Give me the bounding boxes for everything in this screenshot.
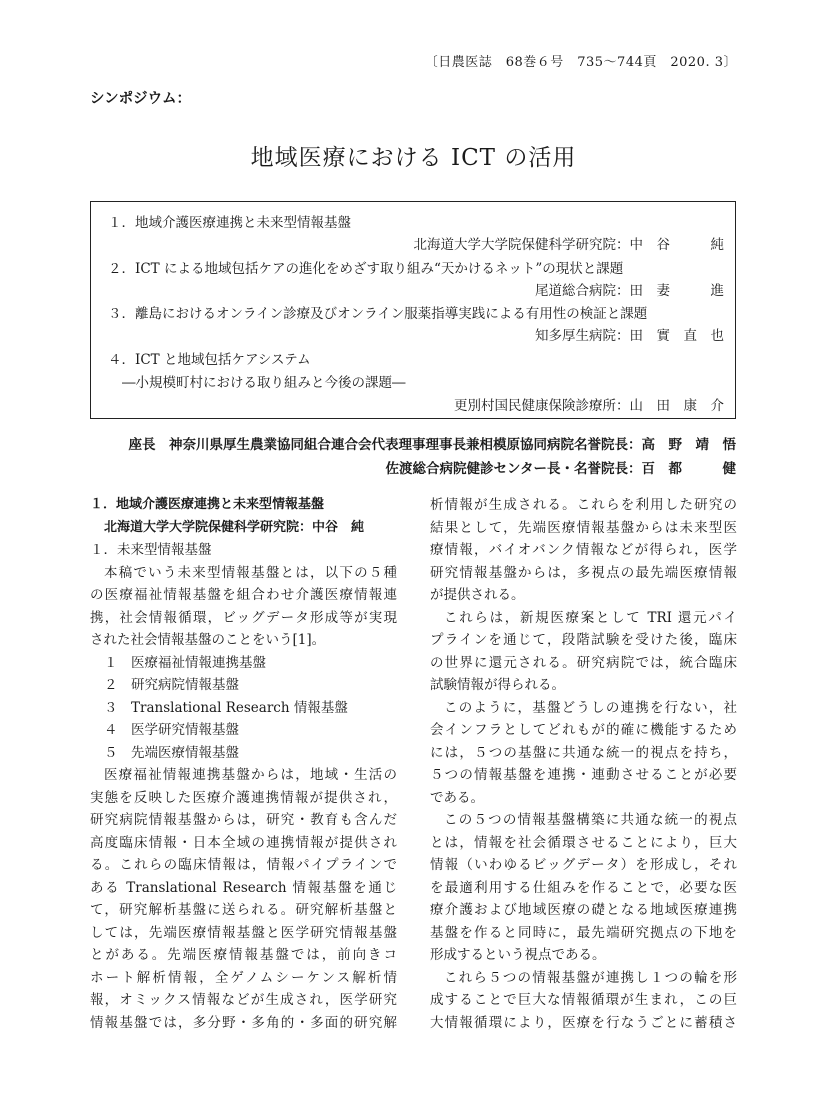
body-text-line: この５つの情報基盤構築に共通な統一的視点	[444, 812, 737, 828]
body-text-line: このように，基盤どうしの連携を行ない，社	[444, 699, 737, 716]
body-text-line: には，５つの基盤に共通な統一的視点を持ち，	[430, 744, 737, 761]
left-text-column	[90, 494, 397, 1034]
journal-citation: 〔日農医誌 68巻６号 735〜744頁 2020. 3〕	[424, 55, 737, 70]
body-text-line: 医療福祉情報連携基盤からは，地域・生活の	[104, 767, 397, 783]
presenter-affiliation: 知多厚生病院：田 實 直 也	[535, 328, 724, 344]
right-text-column	[430, 494, 737, 1034]
body-text-line: とがある。先端医療情報基盤では，前向きコ	[90, 947, 397, 963]
body-text-line: ５つの情報基盤を連携・連動させることが必要	[430, 767, 737, 783]
body-text-line: 情報基盤では，多分野・多角的・多面的研究解	[90, 1014, 397, 1031]
body-text-line: ２ 研究病院情報基盤	[104, 677, 239, 693]
body-text-line: を最適利用する仕組みを作ることで，必要な医	[430, 879, 737, 896]
body-text-line: １ 医療福祉情報連携基盤	[104, 654, 266, 671]
body-text-line: 試験情報が得られる。	[430, 677, 565, 693]
body-text-line: 大情報循環により，医療を行なうごとに蓄積さ	[430, 1014, 737, 1031]
body-text-line: 成することで巨大な情報循環が生まれ，この巨	[430, 992, 737, 1008]
presentation-title: ４．ICT と地域包括ケアシステム	[108, 352, 311, 368]
body-text-line: る。これらの臨床情報は，情報パイプラインで	[90, 857, 397, 873]
body-text-line: 基盤を作ると同時に，最先端研究拠点の下地を	[430, 924, 737, 941]
presenter-affiliation: 尾道総合病院：田 妻 進	[535, 283, 724, 299]
body-text-line: 結果として，先端医療情報基盤からは未来型医	[430, 519, 737, 536]
page-title: 地域医療における ICT の活用	[250, 145, 577, 171]
body-text-line: ４ 医学研究情報基盤	[104, 722, 239, 738]
body-text-line: 報，オミックス情報などが生成され，医学研究	[90, 992, 397, 1008]
symposium-label: シンポジウム：	[90, 91, 191, 107]
presentation-title: ３．離島におけるオンライン診療及びオンライン服薬指導実践による有用性の検証と課題	[108, 306, 648, 322]
body-text-line: された社会情報基盤のことをいう[1]。	[90, 632, 326, 648]
presentation-list-box	[90, 201, 736, 419]
presenter-affiliation: 更別村国民健康保険診療所：山 田 康 介	[454, 398, 724, 414]
body-text-line: て，研究解析基盤に送られる。研究解析基盤と	[90, 902, 397, 918]
presentation-title: ２．ICT による地域包括ケアの進化をめざす取り組み“天かけるネット”の現状と課題	[108, 261, 624, 277]
chair-line: 座長 神奈川県厚生農業協同組合連合会代表理事理事長兼相模原協同病院名誉院長：高 野 靖 悟	[128, 437, 736, 453]
body-text-line: の世界に還元される。研究病院では，統合臨床	[430, 654, 737, 671]
body-text-line: が提供される。	[430, 587, 525, 603]
body-text-line: 研究情報基盤からは，多視点の最先端医療情報	[430, 564, 737, 581]
body-text-line: 情報（いわゆるビッグデータ）を形成し，それ	[430, 857, 737, 873]
body-text-line: 形成するという視点である。	[430, 947, 606, 963]
body-text-line: 療情報，バイオバンク情報などが得られ，医学	[430, 542, 737, 558]
body-text-line: これらは，新規医療案として TRI 還元パイ	[444, 609, 737, 626]
body-text-line: １．未来型情報基盤	[90, 542, 212, 558]
body-text-line: プラインを通じて，段階試験を受けた後，臨床	[430, 632, 737, 648]
body-text-line: ５ 先端医療情報基盤	[104, 744, 239, 761]
presentation-subtitle: ―小規模町村における取り組みと今後の課題―	[122, 375, 406, 391]
body-text-line: １．地域介護医療連携と未来型情報基盤	[90, 497, 325, 512]
body-text-line: 本稿でいう未来型情報基盤とは，以下の５種	[104, 564, 397, 581]
body-text-line: 研究病院情報基盤からは，研究・教育も含んだ	[90, 812, 397, 828]
body-text-line: しては，先端医療情報基盤と医学研究情報基盤	[90, 924, 397, 941]
body-text-line: ある Translational Research 情報基盤を通じ	[90, 879, 397, 896]
presenter-affiliation: 北海道大学大学院保健科学研究院：中 谷 純	[413, 237, 724, 253]
body-text-line: 実態を反映した医療介護連携情報が提供され，	[90, 789, 397, 806]
body-text-line: 療介護および地域医療の礎となる地域医療連携	[430, 902, 737, 918]
body-text-line: 北海道大学大学院保健科学研究院：中谷 純	[104, 519, 365, 535]
body-text-line: ホート解析情報，全ゲノムシーケンス解析情	[90, 969, 397, 986]
body-text-line: の医療福祉情報基盤を組合わせ介護医療情報連	[90, 587, 397, 603]
body-text-line: これら５つの情報基盤が連携し１つの輪を形	[444, 969, 737, 986]
body-text-line: とは，情報を社会循環させることにより，巨大	[430, 834, 737, 851]
body-text-line: 携，社会情報循環，ビッグデータ形成等が実現	[90, 609, 397, 626]
body-text-line: 高度臨床情報・日本全域の連携情報が提供され	[90, 834, 397, 851]
body-text-line: 会インフラとしてどれもが的確に機能するため	[430, 722, 737, 738]
body-text-line: ３ Translational Research 情報基盤	[104, 699, 348, 716]
chair-line: 佐渡総合病院健診センター長・名誉院長：百 都 健	[385, 461, 736, 477]
body-text-line: である。	[430, 789, 484, 806]
presentation-title: １．地域介護医療連携と未来型情報基盤	[108, 215, 351, 231]
body-text-line: 析情報が生成される。これらを利用した研究の	[430, 497, 737, 513]
